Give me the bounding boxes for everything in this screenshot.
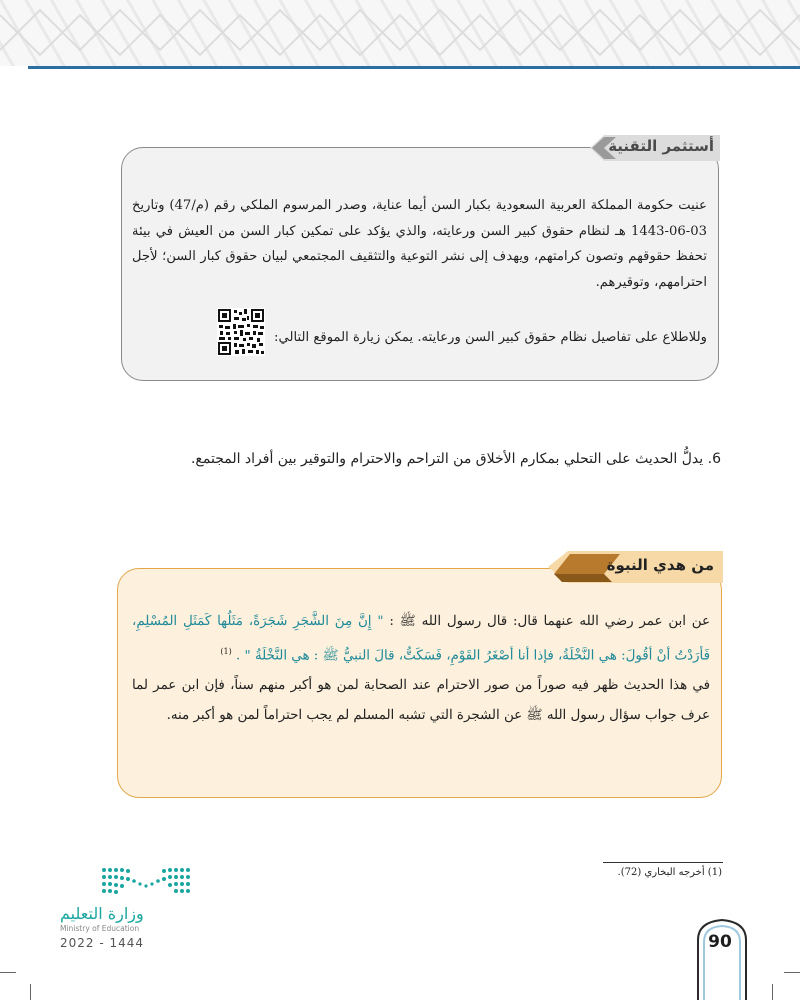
footnote-rule <box>603 862 723 863</box>
ministry-name-english: Ministry of Education <box>60 924 140 933</box>
footnote-ref[interactable]: (1) <box>220 647 232 656</box>
ministry-logo-icon <box>100 864 195 898</box>
crop-mark <box>784 972 800 973</box>
crop-mark <box>772 984 773 1000</box>
tech-box-title: أستثمر التقنية <box>608 137 714 155</box>
page-number: 90 <box>708 932 732 952</box>
hadith-box-content <box>132 607 710 731</box>
header-pattern <box>0 0 800 66</box>
ministry-year: 2022 - 1444 <box>60 936 145 950</box>
crop-mark <box>0 972 16 973</box>
hadith-quote: " إِنَّ مِنَ الشَّجَرِ شَجَرَةً، مَثَلُها كَمَثَلِ المُسْلِمِ، فَأرَدْتُ أنْ أقُولَ: هي النَّخْلَةُ، فإذا أنا أصْغَرُ القَوْمِ، فَسَكَتُّ، قالَ النبيُّ ﷺ : هي النَّخْلَةُ " . <box>132 614 710 664</box>
qr-code-icon[interactable] <box>217 308 265 356</box>
point-6-text: يدلُّ الحديث على التحلي بمكارم الأخلاق من التراحم والاحترام والتوقير بين أفراد المجتمع. <box>190 451 704 467</box>
point-6 <box>190 451 721 467</box>
point-6-number: 6. <box>707 451 721 467</box>
page-number-badge <box>696 918 748 1000</box>
tech-box-link-text: وللاطلاع على تفاصيل نظام حقوق كبير السن ورعايته. يمكن زيارة الموقع التالي: <box>274 330 707 345</box>
hadith-explanation: في هذا الحديث ظهر فيه صوراً من صور الاحترام عند الصحابة لمن هو أكبر منهم سناً، فإن ابن عمر لما عرف جواب سؤال رسول الله ﷺ عن الشجرة التي تشبه المسلم لم يجب احتراماً لمن هو أكبر منه. <box>132 678 710 724</box>
tech-box-paragraph: عنيت حكومة المملكة العربية السعودية بكبار السن أيما عناية، وصدر المرسوم الملكي رقم (م/47) وتاريخ 03-06-1443 هـ لنظام حقوق كبير السن ورعايته، والذي يؤكد على تمكين كبار السن من العيش في بيئة تحفظ حقوقهم وتصون كرامتهم، ويهدف إلى نشر التوعية والتثقيف المجتمعي لبيان حقوق كبار السن؛ لأجل احترامهم، وتوقيرهم. <box>132 198 707 290</box>
hadith-intro: عن ابن عمر رضي الله عنهما قال: قال رسول الله ﷺ : <box>389 614 710 629</box>
footnote: (1) أخرجه البخاري (72). <box>617 867 722 878</box>
ministry-name-arabic: وزارة التعليم <box>60 904 144 923</box>
hadith-box-title: من هدي النبوة <box>606 556 714 574</box>
hadith-quote-paragraph <box>132 607 710 671</box>
crop-mark <box>30 984 31 1000</box>
header-rule <box>28 66 800 69</box>
